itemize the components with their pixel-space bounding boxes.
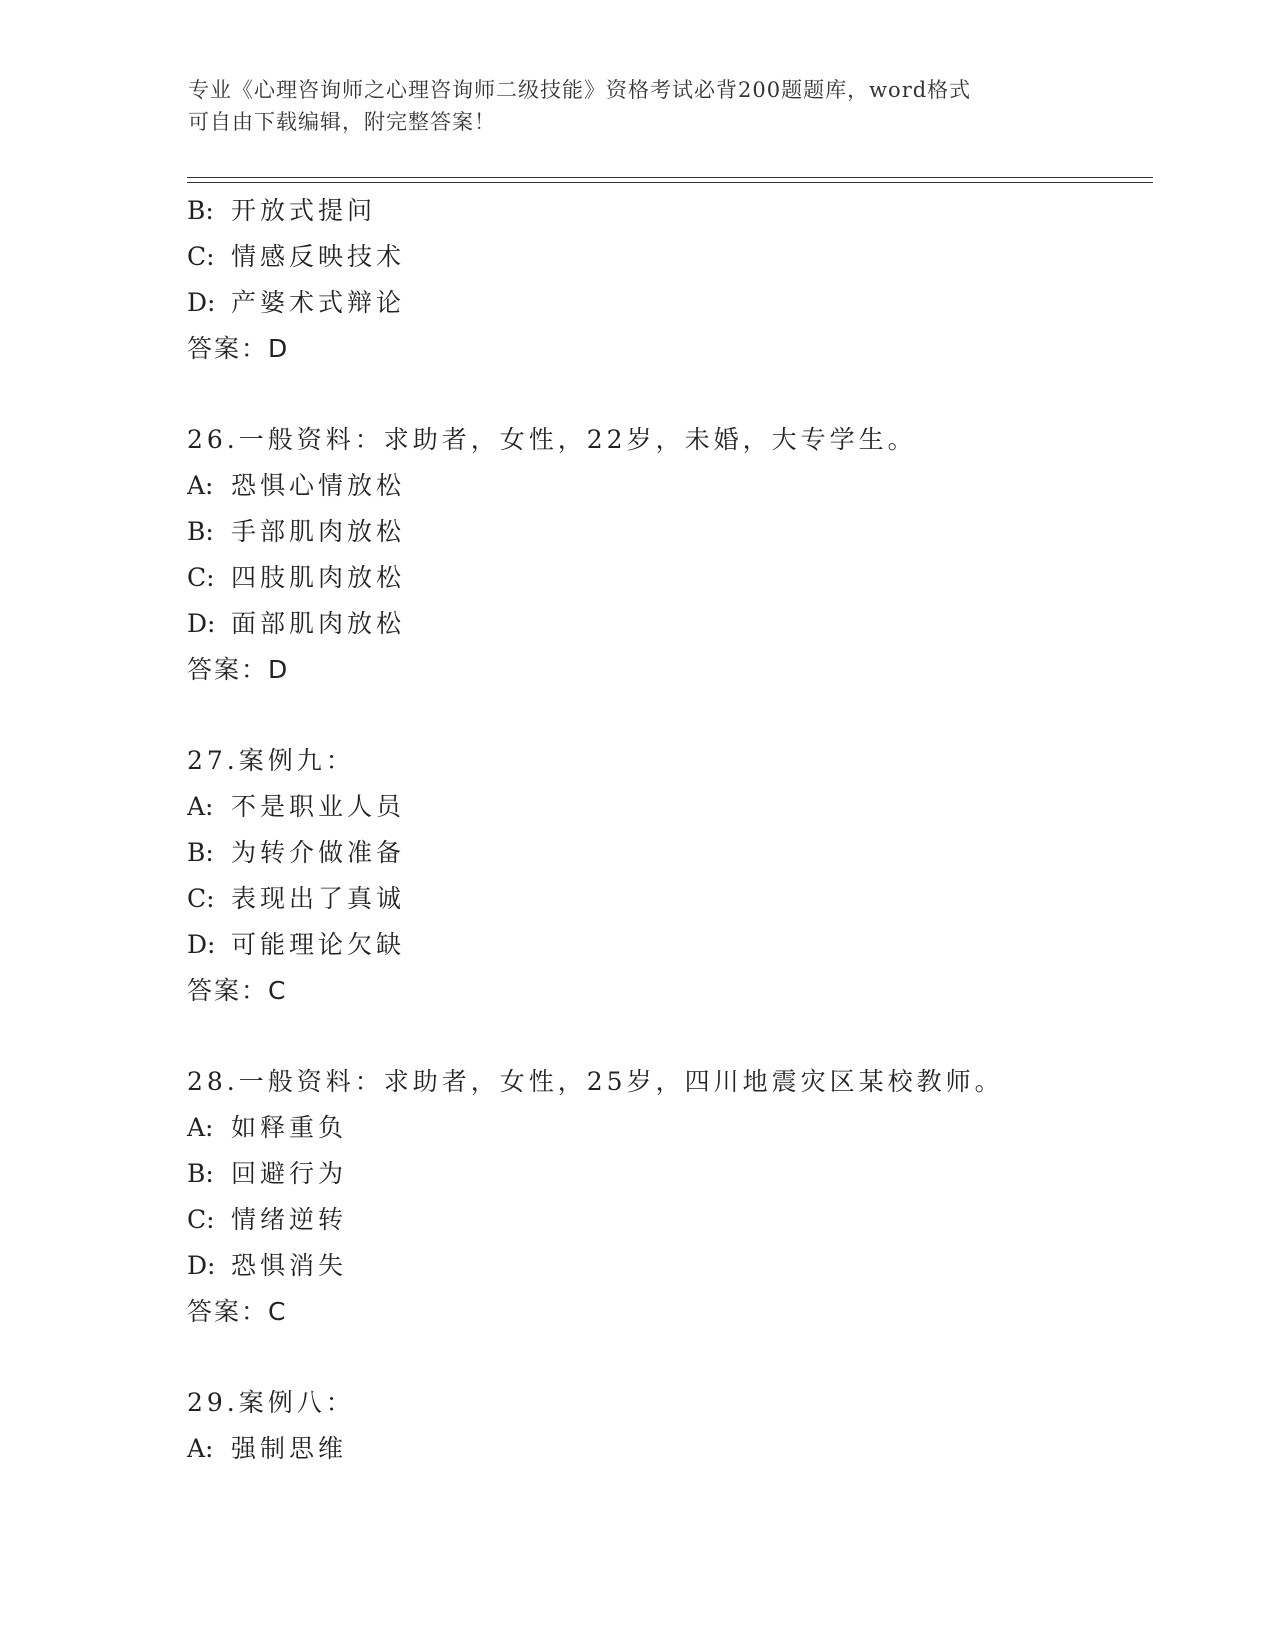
option-letter: C: [187, 884, 215, 913]
option-row [187, 1151, 1147, 1197]
option-letter: B: [187, 1159, 214, 1188]
option-text: 可能理论欠缺 [231, 930, 406, 959]
header-line-2: 可自由下载编辑，附完整答案！ [188, 110, 496, 134]
header-line-1: 专业《心理咨询师之心理咨询师二级技能》资格考试必背200题题库，word格式 [188, 78, 972, 102]
option-row [187, 234, 1147, 280]
option-letter: D: [187, 609, 216, 638]
option-row [187, 1197, 1147, 1243]
question-list [187, 188, 1147, 1472]
option-text: 情感反映技术 [231, 242, 406, 271]
question-stem: 27.案例九： [187, 746, 355, 775]
option-row [187, 555, 1147, 601]
answer-line: 答案：D [187, 334, 290, 363]
option-row [187, 509, 1147, 555]
question-stem: 28.一般资料：求助者，女性，25岁，四川地震灾区某校教师。 [187, 1067, 1004, 1096]
option-letter: A: [187, 1113, 214, 1142]
option-letter: C: [187, 242, 215, 271]
option-text: 开放式提问 [231, 196, 377, 225]
question-stem: 29.案例八： [187, 1388, 355, 1417]
option-text: 为转介做准备 [231, 838, 406, 867]
option-text: 恐惧消失 [231, 1251, 348, 1280]
option-row [187, 463, 1147, 509]
option-text: 产婆术式辩论 [231, 288, 406, 317]
header-divider-bottom [187, 182, 1153, 183]
option-letter: C: [187, 563, 215, 592]
answer-line: 答案：D [187, 655, 290, 684]
option-text: 手部肌肉放松 [231, 517, 406, 546]
option-row [187, 1243, 1147, 1289]
option-letter: C: [187, 1205, 215, 1234]
answer-line: 答案：C [187, 976, 288, 1005]
option-letter: D: [187, 930, 216, 959]
option-row [187, 601, 1147, 647]
header-divider-top [187, 177, 1153, 178]
option-letter: A: [187, 471, 214, 500]
option-letter: A: [187, 1434, 214, 1463]
option-row [187, 188, 1147, 234]
question-stem: 26.一般资料：求助者，女性，22岁，未婚，大专学生。 [187, 425, 917, 454]
option-text: 强制思维 [231, 1434, 348, 1463]
option-text: 四肢肌肉放松 [231, 563, 406, 592]
option-row [187, 280, 1147, 326]
option-letter: B: [187, 838, 214, 867]
option-text: 情绪逆转 [231, 1205, 348, 1234]
option-row [187, 876, 1147, 922]
option-row [187, 922, 1147, 968]
option-text: 面部肌肉放松 [231, 609, 406, 638]
answer-line: 答案：C [187, 1297, 288, 1326]
option-text: 回避行为 [231, 1159, 348, 1188]
option-letter: D: [187, 1251, 216, 1280]
option-row [187, 784, 1147, 830]
option-row [187, 1105, 1147, 1151]
option-letter: D: [187, 288, 216, 317]
option-text: 表现出了真诚 [231, 884, 406, 913]
option-text: 不是职业人员 [231, 792, 406, 821]
option-text: 恐惧心情放松 [231, 471, 406, 500]
document-header [188, 74, 1088, 138]
option-letter: B: [187, 517, 214, 546]
option-row [187, 830, 1147, 876]
option-row [187, 1426, 1147, 1472]
option-text: 如释重负 [231, 1113, 348, 1142]
option-letter: A: [187, 792, 214, 821]
option-letter: B: [187, 196, 214, 225]
